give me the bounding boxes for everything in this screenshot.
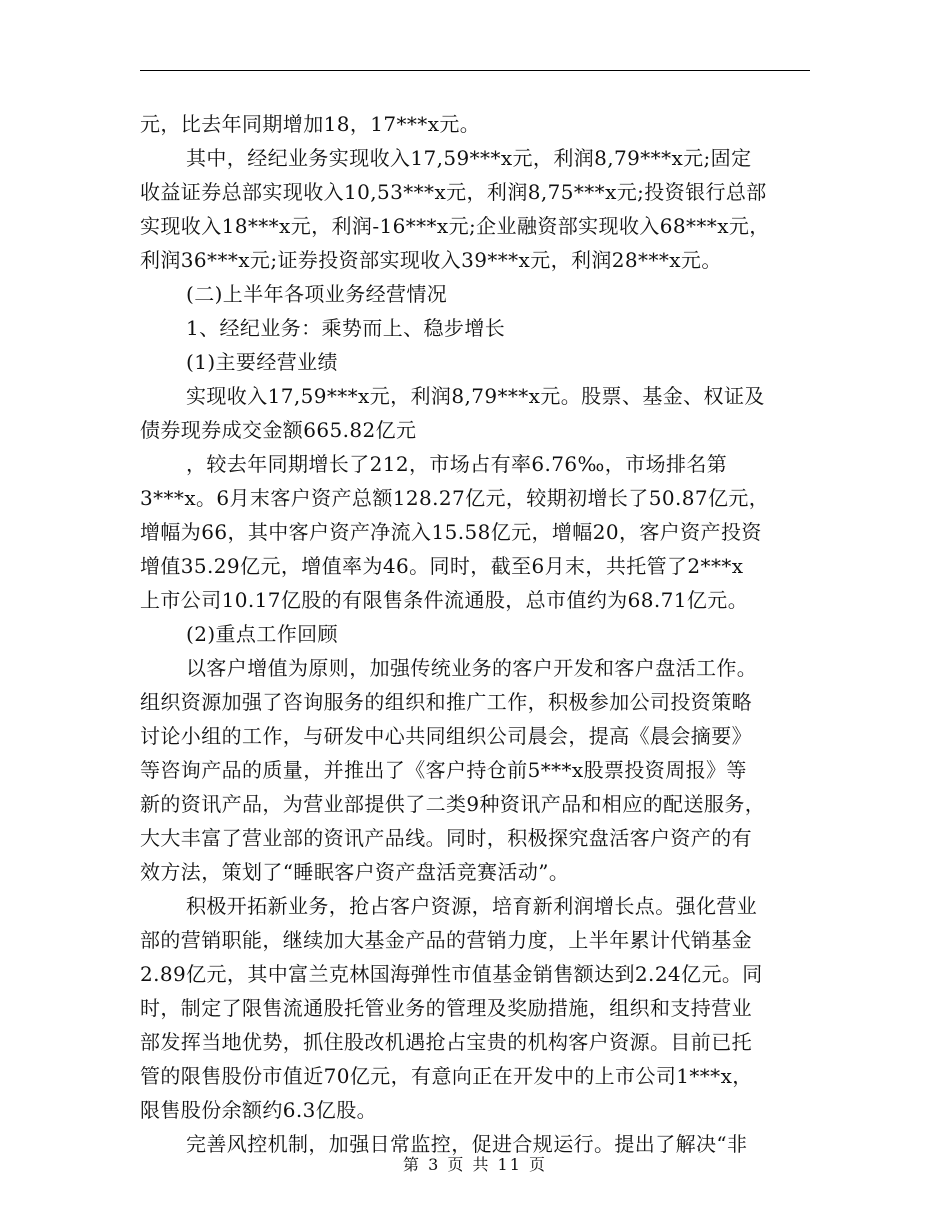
text-line: 组织资源加强了咨询服务的组织和推广工作，积极参加公司投资策略 [140,690,752,714]
paragraph-start-line: 以客户增值为原则，加强传统业务的客户开发和客户盘活工作。 [186,656,758,680]
text-line: 新的资讯产品，为营业部提供了二类9种资讯产品和相应的配送服务， [140,792,766,816]
paragraph-start-line: 完善风控机制，加强日常监控，促进合规运行。提出了解决“非 [186,1132,748,1156]
page-footer [0,1152,950,1175]
paragraph-start-line: 积极开拓新业务，抢占客户资源，培育新利润增长点。强化营业 [186,894,758,918]
text-line: 等咨询产品的质量，并推出了《客户持仓前5***x股票投资周报》等 [140,758,747,782]
text-line: 部的营销职能，继续加大基金产品的营销力度，上半年累计代销基金 [140,928,752,952]
header-rule [140,70,810,71]
subsection-heading: (1)主要经营业绩 [186,350,338,374]
paragraph-start-line: 实现收入17,59***x元，利润8,79***x元。股票、基金、权证及 [186,384,765,408]
page-number-label: 第 3 页 共 11 页 [403,1155,547,1174]
text-line: 管的限售股份市值近70亿元，有意向正在开发中的上市公司1***x， [140,1064,753,1088]
text-line: 实现收入18***x元，利润-16***x元;企业融资部实现收入68***x元， [140,214,770,238]
text-line: 利润36***x元;证券投资部实现收入39***x元，利润28***x元。 [140,248,722,272]
text-line: 部发挥当地优势，抓住股改机遇抢占宝贵的机构客户资源。目前已托 [140,1030,752,1054]
subsection-heading: 1、经纪业务：乘势而上、稳步增长 [186,316,506,340]
text-line: 元，比去年同期增加18，17***x元。 [140,112,481,136]
text-line: 收益证券总部实现收入10,53***x元，利润8,75***x元;投资银行总部 [140,180,767,204]
text-line: 上市公司10.17亿股的有限售条件流通股，总市值约为68.71亿元。 [140,588,749,612]
text-line: 3***x。6月末客户资产总额128.27亿元，较期初增长了50.87亿元， [140,486,770,510]
text-line: 增幅为66，其中客户资产净流入15.58亿元，增幅20，客户资产投资 [140,520,762,544]
text-line: 大大丰富了营业部的资讯产品线。同时，积极探究盘活客户资产的有 [140,826,752,850]
text-line: 效方法，策划了“睡眠客户资产盘活竞赛活动”。 [140,860,570,884]
text-line: 讨论小组的工作，与研发中心共同组织公司晨会，提高《晨会摘要》 [140,724,752,748]
text-line: ，较去年同期增长了212，市场占有率6.76‰，市场排名第 [186,452,728,476]
section-heading: (二)上半年各项业务经营情况 [186,282,448,306]
text-line: 债券现券成交金额665.82亿元 [140,418,417,442]
text-line: 增值35.29亿元，增值率为46。同时，截至6月末，共托管了2***x [140,554,744,578]
paragraph-start-line: 其中，经纪业务实现收入17,59***x元，利润8,79***x元;固定 [186,146,752,170]
text-line: 限售股份余额约6.3亿股。 [140,1098,378,1122]
text-line: 2.89亿元，其中富兰克林国海弹性市值基金销售额达到2.24亿元。同 [140,962,763,986]
document-body [140,107,810,1161]
subsection-heading: (2)重点工作回顾 [186,622,338,646]
text-line: 时，制定了限售流通股托管业务的管理及奖励措施，组织和支持营业 [140,996,752,1020]
